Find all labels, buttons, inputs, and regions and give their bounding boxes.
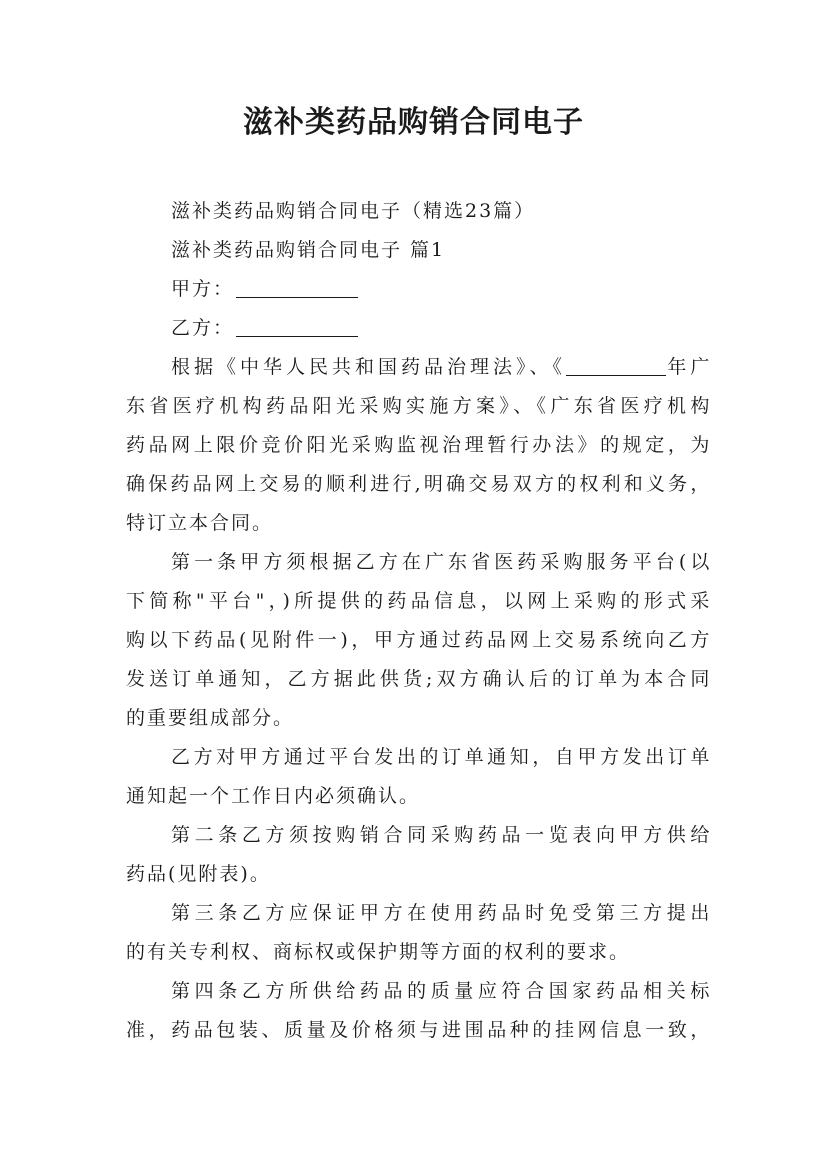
document-title: 滋补类药品购销合同电子 — [243, 105, 584, 140]
party-a-line — [126, 270, 712, 309]
paragraph-line: 第三条乙方应保证甲方在使用药品时免受第三方提出 — [171, 902, 712, 924]
paragraph-line: 购以下药品(见附件一)，甲方通过药品网上交易系统向乙方 — [126, 629, 712, 651]
paragraph-line: 下简称"平台"，)所提供的药品信息，以网上采购的形式采 — [126, 590, 712, 612]
paragraph-line: 第一条甲方须根据乙方在广东省医药采购服务平台(以 — [171, 551, 712, 573]
paragraph-line: 乙方对甲方通过平台发出的订单通知，自甲方发出订单 — [171, 746, 712, 768]
party-a-label: 甲方： — [171, 278, 235, 300]
party-b-blank — [236, 316, 358, 337]
paragraph-line: 东省医疗机构药品阳光采购实施方案》、《广东省医疗机构 — [126, 395, 712, 417]
paragraph-line: 通知起一个工作日内必须确认。 — [126, 785, 421, 807]
paragraph-line: 特订立本合同。 — [126, 512, 274, 534]
paragraph-line: 的重要组成部分。 — [126, 707, 295, 729]
text-segment: 根据《中华人民共和国药品治理法》、《 — [171, 356, 566, 378]
year-blank — [566, 355, 666, 376]
paragraph-line: 药品网上限价竞价阳光采购监视治理暂行办法》的规定，为 — [126, 434, 712, 456]
paragraph-line — [126, 348, 712, 387]
document-body — [126, 192, 712, 1050]
paragraph-line: 确保药品网上交易的顺利进行,明确交易双方的权利和义务， — [126, 473, 712, 495]
section-heading: 滋补类药品购销合同电子 篇1 — [171, 239, 446, 261]
paragraph-line: 第二条乙方须按购销合同采购药品一览表向甲方供给 — [171, 824, 712, 846]
paragraph-line: 准，药品包装、质量及价格须与进围品种的挂网信息一致， — [126, 1019, 712, 1041]
paragraph-line: 药品(见附表)。 — [126, 863, 271, 885]
text-segment: 年广 — [666, 356, 712, 378]
party-b-line — [126, 309, 712, 348]
paragraph-line: 第四条乙方所供给药品的质量应符合国家药品相关标 — [171, 980, 712, 1002]
paragraph-line: 的有关专利权、商标权或保护期等方面的权利的要求。 — [126, 941, 631, 963]
party-b-label: 乙方： — [171, 317, 235, 339]
subtitle-line: 滋补类药品购销合同电子（精选23篇） — [171, 200, 536, 222]
party-a-blank — [236, 277, 358, 298]
paragraph-line: 发送订单通知，乙方据此供货;双方确认后的订单为本合同 — [126, 668, 712, 690]
